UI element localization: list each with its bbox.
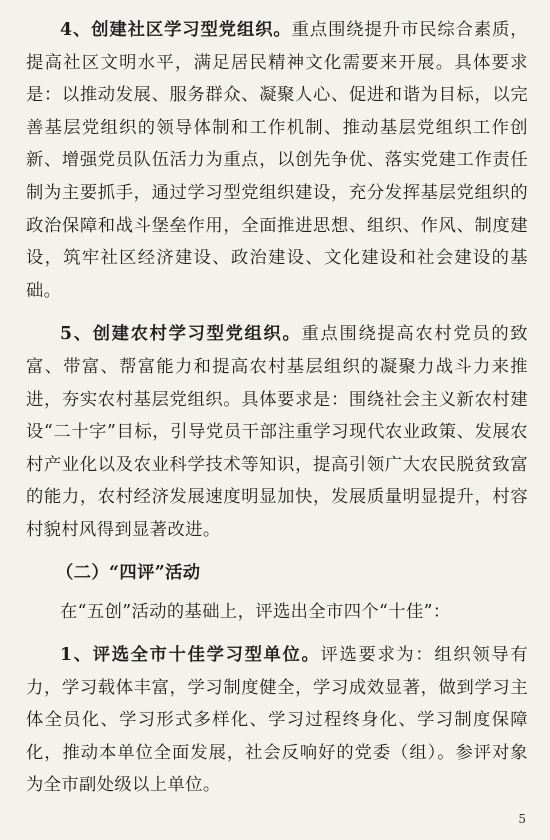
paragraph-body: 评选要求为：组织领导有力，学习载体丰富，学习制度健全，学习成效显著，做到学习主体全员化、学习形式多样化、学习过程终身化、学习制度保障化，推动本单位全面发展，社会反响好的党委（组）。参评对象为全市副处级以上单位。 [26, 645, 529, 796]
paragraph-body: 重点围绕提升市民综合素质，提高社区文明水平，满足居民精神文化需要来开展。具体要求是：以推动发展、服务群众、凝聚人心、促进和谐为目标，以完善基层党组织的领导体制和工作机制、推动基层党组织工作创新、增强党员队伍活力为重点，以创先争优、落实党建工作责任制为主要抓手，通过学习型党组织建设，充分发挥基层党组织的政治保障和战斗堡垒作用，全面推进思想、组织、作风、制度建设，筑牢社区经济建设、政治建设、文化建设和社会建设的基础。 [26, 20, 528, 301]
intro-paragraph: 在“五创”活动的基础上，评选出全市四个“十佳”： [60, 601, 451, 622]
paragraph-lead: 4、创建社区学习型党组织。 [60, 20, 292, 40]
paragraph-community-party-organization [26, 14, 528, 307]
paragraph-lead: 5、创建农村学习型党组织。 [60, 324, 302, 345]
page-number: 5 [518, 812, 526, 826]
section-subheading: （二）“四评”活动 [56, 562, 201, 583]
paragraph-top-ten-learning-units [26, 639, 528, 802]
paragraph-lead: 1、评选全市十佳学习型单位。 [60, 645, 321, 666]
paragraph-body: 重点围绕提高农村党员的致富、带富、帮富能力和提高农村基层组织的凝聚力战斗力来推进，夯实农村基层党组织。具体要求是：围绕社会主义新农村建设“二十字”目标，引导党员干部注重学习现代农业政策、发展农村产业化以及农业科学技术等知识，提高引领广大农民脱贫致富的能力，农村经济发展速度明显加快，发展质量明显提升，村容村貌村风得到显著改进。 [26, 324, 528, 540]
paragraph-rural-party-organization [26, 318, 528, 546]
